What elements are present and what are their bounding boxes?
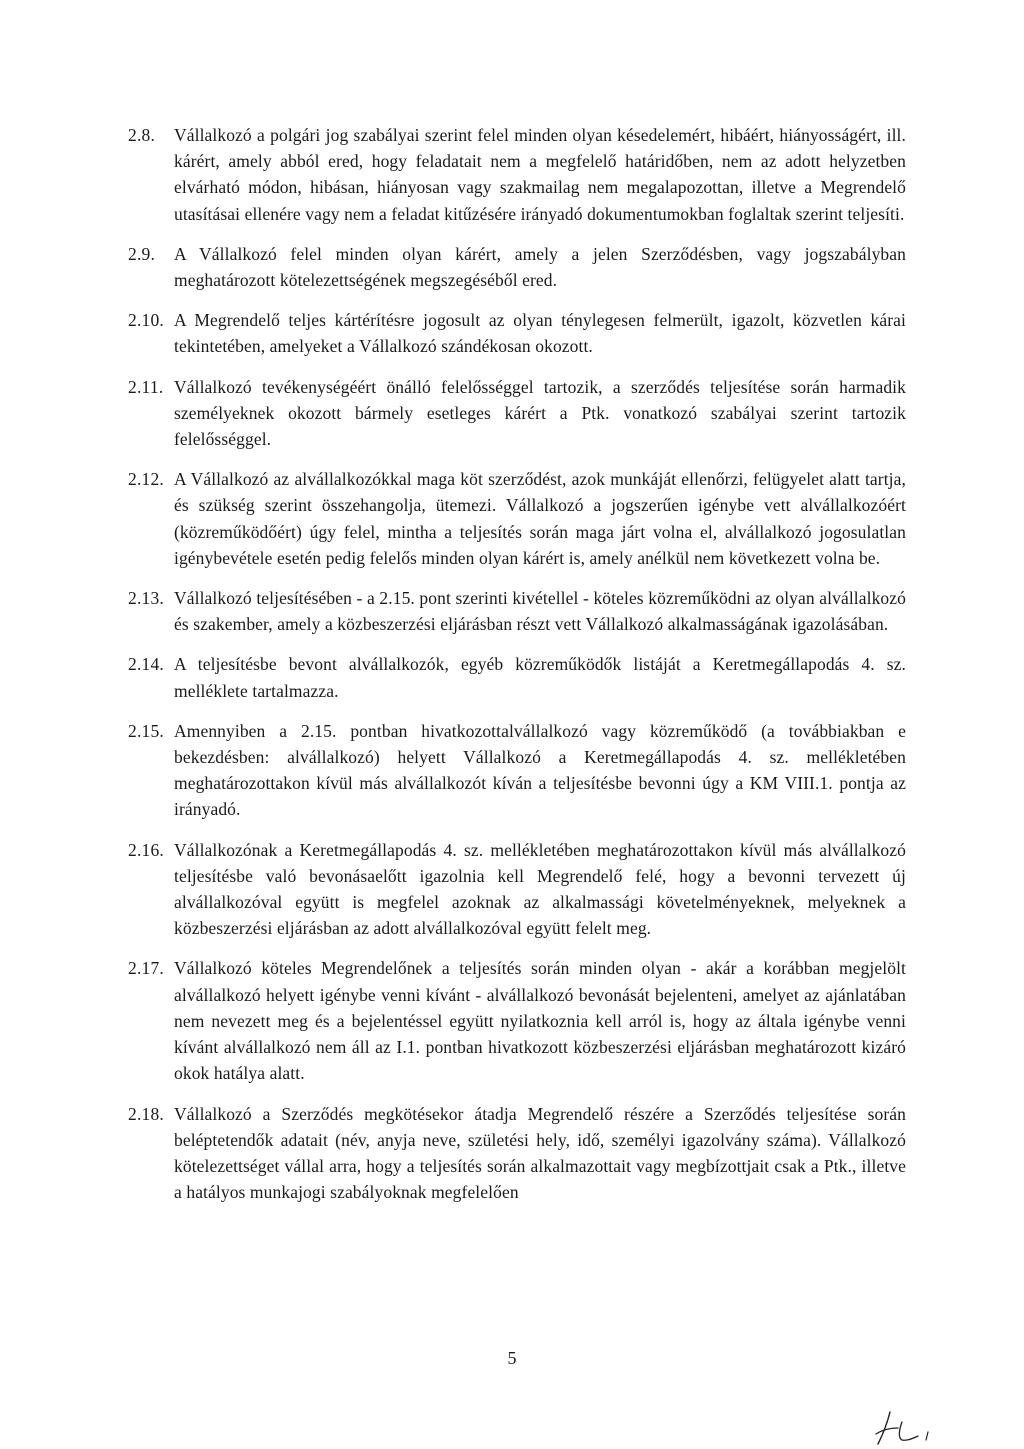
clause-2-13 bbox=[128, 585, 906, 637]
clause-2-8 bbox=[128, 122, 906, 227]
handwritten-initials bbox=[868, 1408, 938, 1448]
clause-text: A Megrendelő teljes kártérítésre jogosult az olyan ténylegesen felmerült, igazolt, közvetlen kárai tekintetében, amelyeket a Vállalkozó szándékosan okozott. bbox=[174, 310, 906, 357]
clause-text: Vállalkozónak a Keretmegállapodás 4. sz. mellékletében meghatározottakon kívül más alvállalkozó teljesítésbe való bevonásaelőtt igazolnia kell Megrendelő felé, hogy a bevonni tervezett új alvállalkozóval együtt is megfelel azoknak az alkalmassági követelményeknek, melyeknek a közbeszerzési eljárásban az adott alvállalkozóval együtt felelt meg. bbox=[174, 839, 906, 939]
clause-number: 2.14. bbox=[128, 654, 164, 675]
clause-list bbox=[128, 122, 906, 1219]
clause-2-10 bbox=[128, 307, 906, 359]
clause-text: A Vállalkozó az alvállalkozókkal maga köt szerződést, azok munkáját ellenőrzi, felügyelet alatt tartja, és szükség szerint összehangolja, ütemezi. Vállalkozó a jogszerűen igénybe vett alvállalkozóért (közreműködőért) úgy felel, mintha a teljesítés során maga járt volna el, alvállalkozó jogosulatlan igénybevétele esetén pedig felelős minden olyan kárért is, amely anélkül nem következett volna be. bbox=[174, 469, 906, 568]
clause-number: 2.17. bbox=[128, 958, 164, 979]
clause-2-12 bbox=[128, 466, 906, 571]
clause-text: Vállalkozó a Szerződés megkötésekor átadja Megrendelő részére a Szerződés teljesítése során beléptetendők adatait (név, anyja neve, születési hely, idő, személyi igazolvány száma). Vállalkozó kötelezettséget vállal arra, hogy a teljesítés során alkalmazottait vagy megbízottjait csak a Ptk., illetve a hatályos munkajogi szabályoknak megfelelően bbox=[174, 1103, 906, 1203]
clause-number: 2.18. bbox=[128, 1103, 164, 1124]
clause-number: 2.15. bbox=[128, 720, 164, 741]
clause-number: 2.13. bbox=[128, 588, 164, 609]
clause-2-11 bbox=[128, 374, 906, 453]
clause-2-17 bbox=[128, 955, 906, 1086]
clause-text: Vállalkozó a polgári jog szabályai szerint felel minden olyan késedelemért, hibáért, hiányosságért, ill. kárért, amely abból ered, hogy feladatait nem a megfelelő határidőben, nem az adott helyzetben elvárható módon, hibásan, hiányosan vagy szakmailag nem megalapozottan, illetve a Megrendelő utasításai ellenére vagy nem a feladat kitűzésére irányadó dokumentumokban foglaltak szerint teljesíti. bbox=[174, 125, 906, 224]
clause-2-15 bbox=[128, 718, 906, 823]
clause-number: 2.11. bbox=[128, 376, 164, 397]
clause-text: Amennyiben a 2.15. pontban hivatkozottalvállalkozó vagy közreműködő (a továbbiakban e bekezdésben: alvállalkozó) helyett Vállalkozó a Keretmegállapodás 4. sz. mellékletében meghatározottakon kívül más alvállalkozót kíván a teljesítésbe bevonni úgy a KM VIII.1. pontja az irányadó. bbox=[174, 720, 906, 820]
clause-number: 2.9. bbox=[128, 243, 156, 264]
clause-text: A teljesítésbe bevont alvállalkozók, egyéb közreműködők listáját a Keretmegállapodás 4. sz. melléklete tartalmazza. bbox=[174, 654, 906, 701]
page-number: 5 bbox=[507, 1348, 517, 1368]
clause-text: Vállalkozó teljesítésében - a 2.15. pont szerinti kivétellel - köteles közreműködni az olyan alvállalkozó és szakember, amely a közbeszerzési eljárásban részt vett Vállalkozó alkalmasságának igazolásában. bbox=[174, 588, 906, 635]
clause-text: Vállalkozó tevékenységéért önálló felelősséggel tartozik, a szerződés teljesítése során harmadik személyeknek okozott bármely esetleges kárért a Ptk. vonatkozó szabályai szerint tartozik felelősséggel. bbox=[174, 376, 906, 450]
clause-text: Vállalkozó köteles Megrendelőnek a teljesítés során minden olyan - akár a korábban megjelölt alvállalkozó helyett igénybe venni kívánt - alvállalkozó bevonását bejelenteni, amelyet az ajánlatában nem nevezett meg és a bejelentéssel együtt nyilatkoznia kell arról is, hogy az általa igénybe venni kívánt alvállalkozó nem áll az I.1. pontban hivatkozott közbeszerzési eljárásban meghatározott kizáró okok hatálya alatt. bbox=[174, 958, 906, 1084]
clause-2-16 bbox=[128, 837, 906, 942]
clause-2-14 bbox=[128, 651, 906, 703]
clause-number: 2.12. bbox=[128, 469, 164, 490]
clause-2-18 bbox=[128, 1101, 906, 1206]
clause-number: 2.8. bbox=[128, 125, 156, 145]
clause-number: 2.16. bbox=[128, 839, 164, 860]
clause-text: A Vállalkozó felel minden olyan kárért, amely a jelen Szerződésben, vagy jogszabályban meghatározott kötelezettségének megszegéséből ered. bbox=[174, 243, 906, 291]
clause-number: 2.10. bbox=[128, 310, 164, 331]
clause-2-9 bbox=[128, 241, 906, 293]
